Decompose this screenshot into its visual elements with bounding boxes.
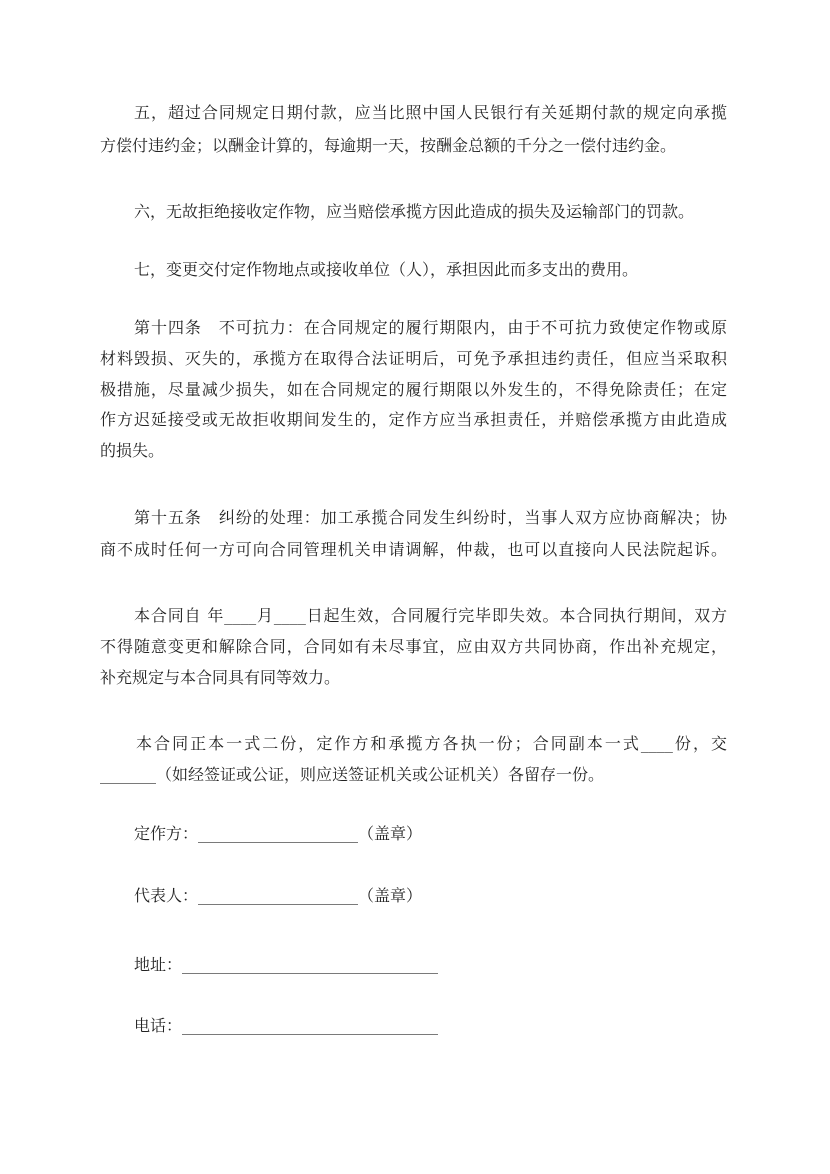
text-line: _______（如经签证或公证，则应送签证机关或公证机关）各留存一份。 (100, 765, 605, 784)
text-line: 五，超过合同规定日期付款，应当比照中国人民银行有关延期付款的规定向承揽 (134, 103, 727, 122)
text-line: 不得随意变更和解除合同，合同如有未尽事宜，应由双方共同协商，作出补充规定， (100, 637, 727, 656)
orderer-signature-field: 定作方：____________________（盖章） (134, 824, 423, 843)
address-field: 地址：________________________________ (134, 955, 439, 974)
text-line: 本合同自 年____月____日起生效，合同履行完毕即失效。本合同执行期间，双方 (134, 606, 727, 625)
phone-field: 电话：________________________________ (134, 1016, 439, 1035)
text-line: 商不成时任何一方可向合同管理机关申请调解，仲裁，也可以直接向人民法院起诉。 (100, 540, 727, 559)
text-line: 方偿付违约金；以酬金计算的，每逾期一天，按酬金总额的千分之一偿付违约金。 (100, 136, 677, 155)
text-line: 七，变更交付定作物地点或接收单位（人），承担因此而多支出的费用。 (134, 260, 639, 279)
text-line: 六，无故拒绝接收定作物，应当赔偿承揽方因此造成的损失及运输部门的罚款。 (134, 202, 695, 221)
text-line: 第十五条 纠纷的处理：加工承揽合同发生纠纷时，当事人双方应协商解决；协 (134, 508, 727, 527)
text-line: 极措施，尽量减少损失，如在合同规定的履行期限以外发生的，不得免除责任；在定 (100, 380, 727, 399)
text-line: 本合同正本一式二份，定作方和承揽方各执一份；合同副本一式____份，交 (136, 734, 727, 753)
text-line: 的损失。 (100, 441, 165, 460)
text-line: 作方迟延接受或无故拒收期间发生的，定作方应当承担责任，并赔偿承揽方由此造成 (100, 410, 727, 429)
text-line: 材料毁损、灭失的，承揽方在取得合法证明后，可免予承担违约责任，但应当采取积 (100, 349, 727, 368)
text-line: 第十四条 不可抗力：在合同规定的履行期限内，由于不可抗力致使定作物或原 (134, 318, 727, 337)
text-line: 补充规定与本合同具有同等效力。 (100, 668, 341, 687)
representative-signature-field: 代表人：____________________（盖章） (134, 886, 423, 905)
